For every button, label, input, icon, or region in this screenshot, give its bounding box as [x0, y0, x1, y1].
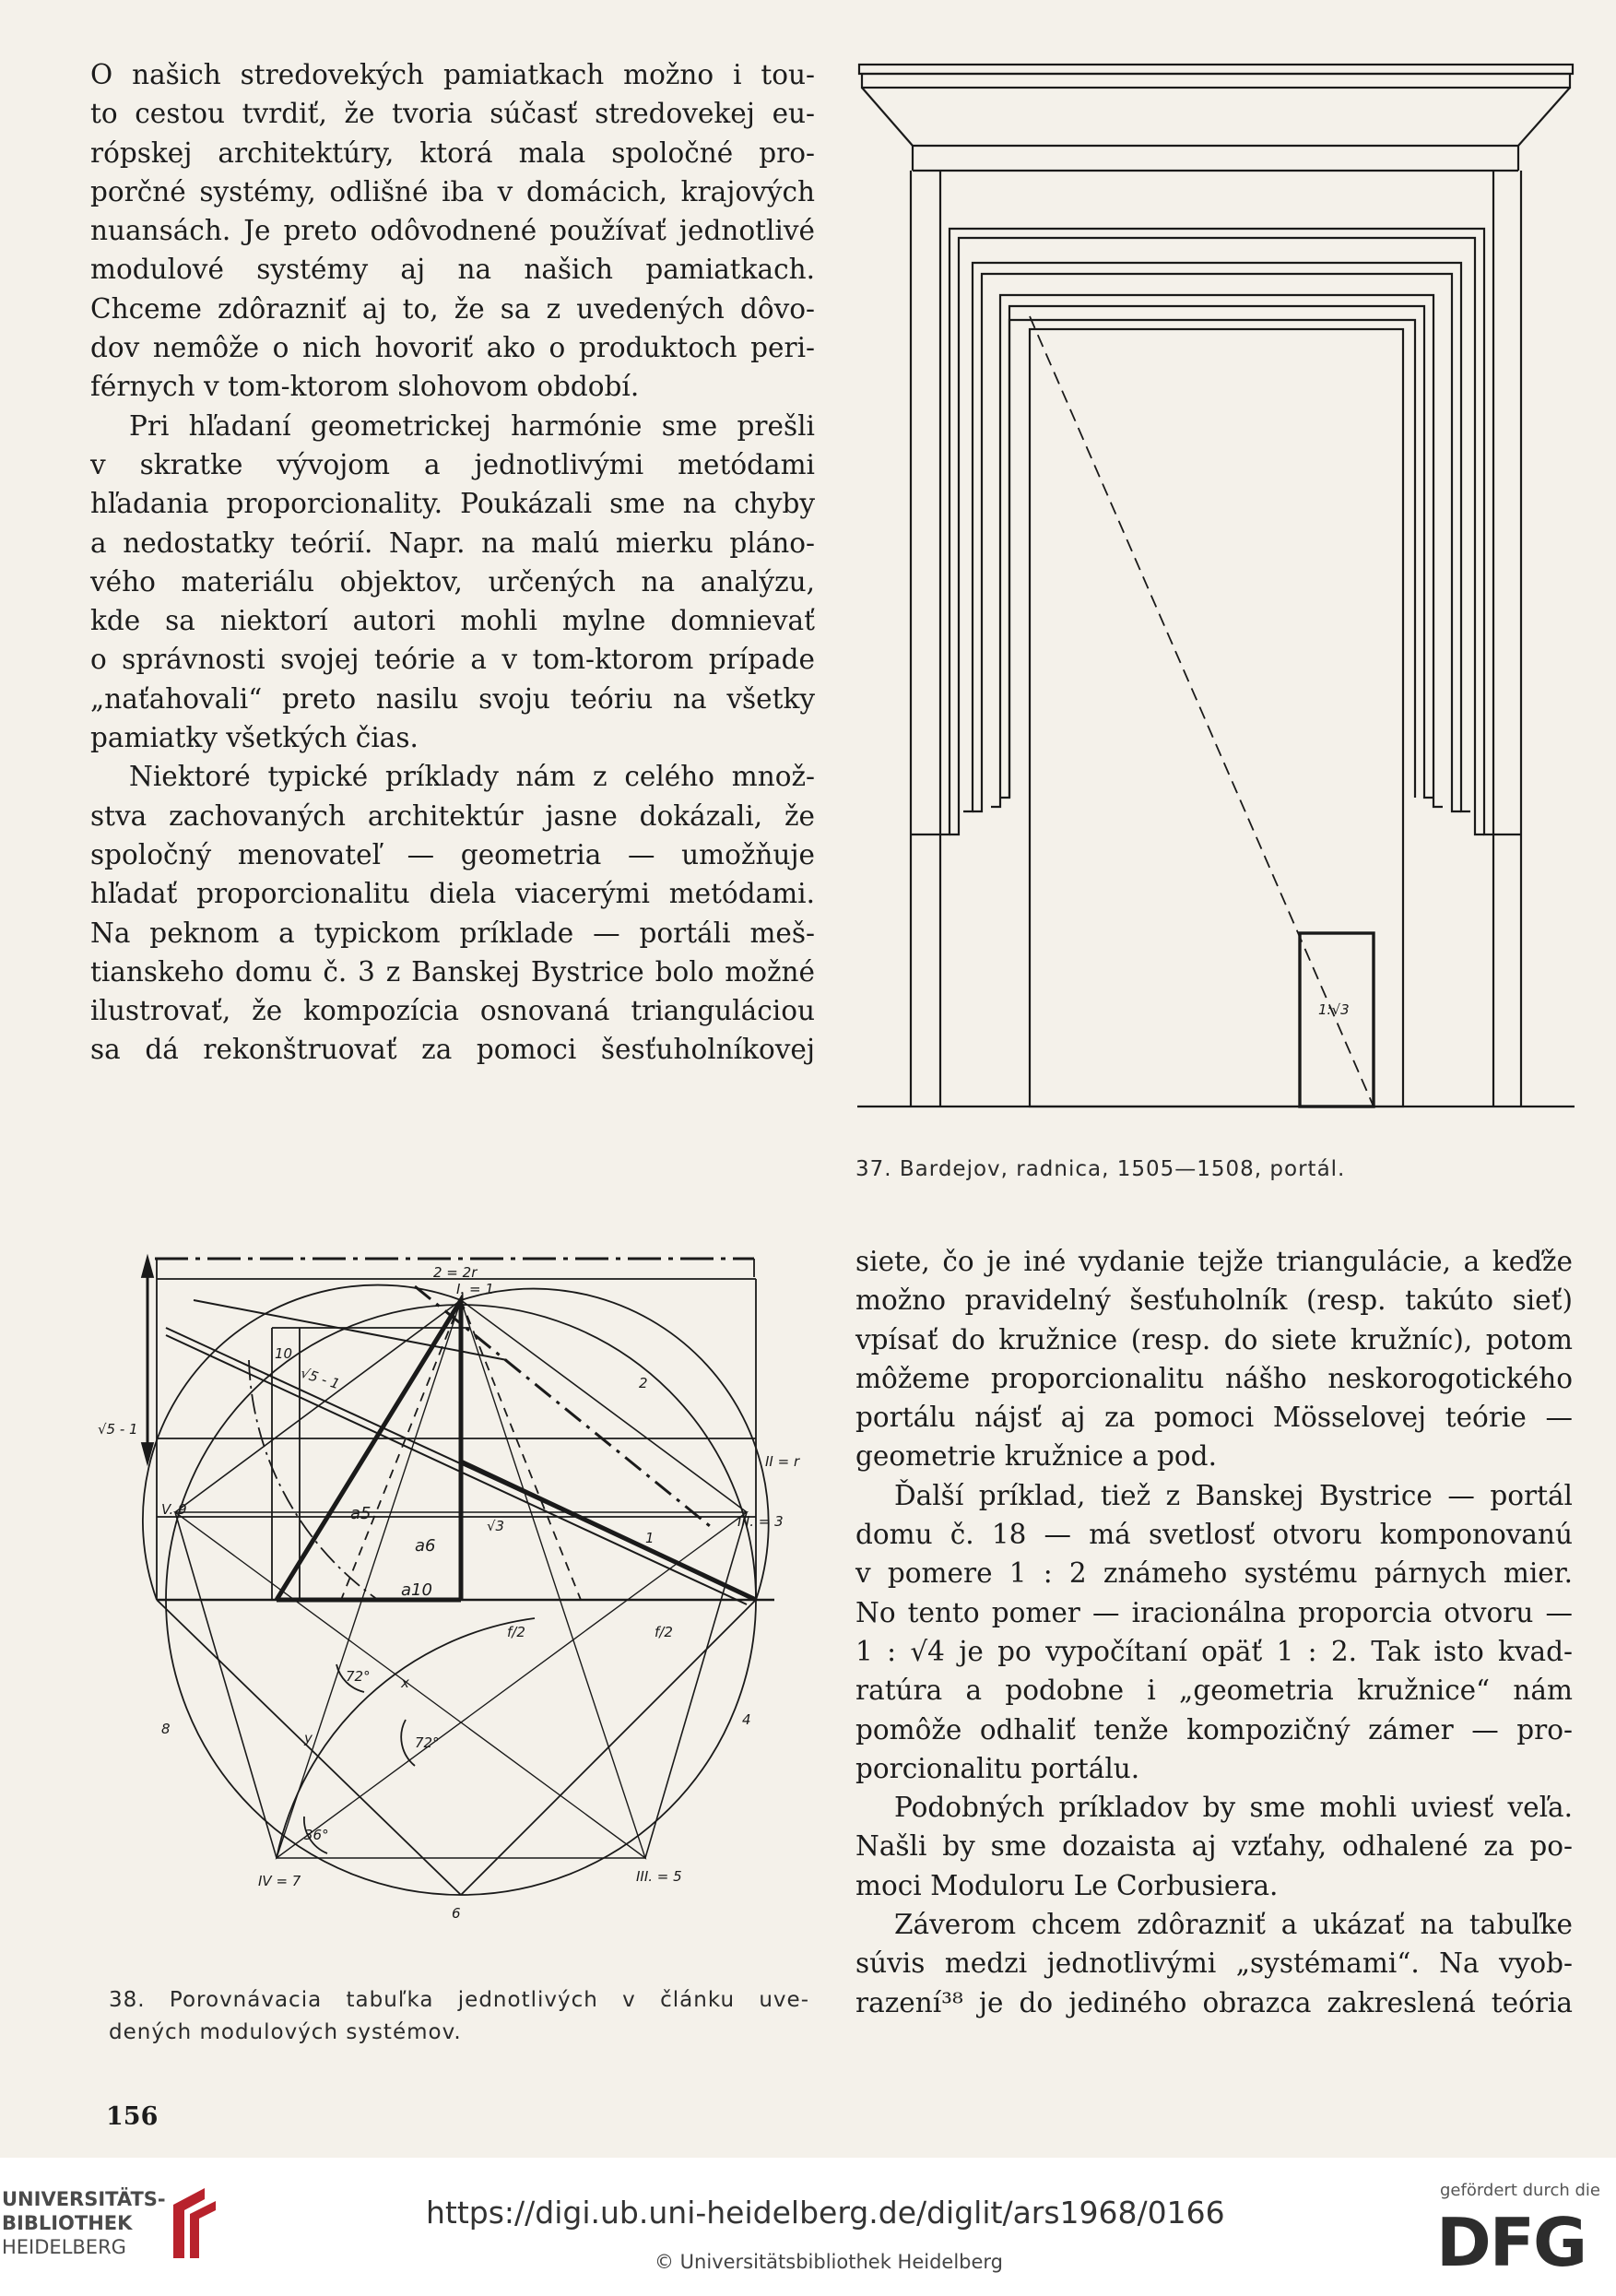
text-line: Chceme zdôrazniť aj to, že sa z uvedených dôvo-	[90, 292, 815, 325]
text-line: No tento pomer — iracionálna proporcia otvoru —	[855, 1596, 1573, 1628]
text-line: Niektoré typické príklady nám z celého množ-	[129, 761, 815, 793]
left-arrowhead	[142, 1257, 153, 1277]
text-line: razení³⁸ je do jediného obrazca zakreslená teória	[855, 1986, 1573, 2018]
text-line: portálu nájsť aj za pomoci Mösselovej teórie —	[855, 1402, 1573, 1434]
paragraph-1	[90, 55, 815, 407]
label-4: 4	[742, 1711, 751, 1728]
label-2-2r: 2 = 2r	[433, 1264, 478, 1281]
text-line: hľadania proporcionality. Poukázali sme na chyby	[90, 488, 815, 520]
label-i-1: I. = 1	[456, 1281, 494, 1297]
text-line: pamiatky všetkých čias.	[90, 722, 419, 754]
text-line: modulové systémy aj na našich pamiatkach.	[90, 254, 815, 286]
text-line: ilustrovať, že kompozícia osnovaná trianguláciou	[90, 995, 815, 1027]
figure-38-module-diagram	[98, 1249, 802, 1959]
label-8: 8	[161, 1721, 171, 1737]
paragraph-3	[90, 757, 815, 1069]
text-line: Záverom chcem zdôrazniť a ukázať na tabuľke	[894, 1909, 1573, 1941]
dfg-logo[interactable]: DFG	[1436, 2204, 1587, 2281]
text-line: rópskej architektúry, ktorá mala spoločné pro-	[90, 136, 815, 169]
text-line: geometrie kružnice a pod.	[855, 1440, 1217, 1473]
label-a5: a5	[350, 1504, 372, 1523]
profile-6	[1000, 306, 1433, 798]
label-iii-5: III. = 5	[636, 1868, 682, 1885]
text-line: siete, čo je iné vydanie tejže triangulácie, a keďže	[855, 1246, 1573, 1277]
angle-mark	[401, 1720, 415, 1766]
label-f2-a: f/2	[507, 1624, 525, 1640]
text-line: „naťahovali“ preto nasilu svoju teóriu na všetky	[90, 682, 815, 715]
profile-7	[1009, 320, 1415, 798]
label-10: 10	[275, 1345, 293, 1362]
label-72-a: 72°	[346, 1668, 371, 1685]
library-emblem-icon	[164, 2186, 223, 2260]
text-line: o správnosti svojej teórie a v tom-ktorom prípade	[90, 644, 815, 676]
text-line: v skratke vývojom a jednotlivými metódami	[90, 448, 815, 480]
text-line: Ďalší príklad, tiež z Banskej Bystrice — portál	[894, 1479, 1573, 1511]
text-line: porčné systémy, odlišné iba v domácich, krajových	[90, 175, 815, 207]
door-opening	[1030, 329, 1403, 1107]
text-line: 1 : √4 je po vypočítaní opäť 1 : 2. Tak isto kvad-	[855, 1635, 1573, 1667]
text-line: v pomere 1 : 2 známeho systému párnych mier.	[855, 1557, 1573, 1590]
cornice-left-slope	[862, 88, 913, 146]
label-right-side: II = r	[765, 1453, 800, 1470]
ratio-label: 1:√3	[1318, 1001, 1350, 1018]
caption-figure-37: 37. Bardejov, radnica, 1505—1508, portál.	[855, 1157, 1346, 1181]
label-a10: a10	[401, 1580, 432, 1600]
diagonal-dashed	[1030, 316, 1374, 1107]
figure-37-portal-drawing	[857, 55, 1576, 1116]
construction-line	[461, 1600, 756, 1895]
text-line: spoločný menovateľ — geometria — umožňuje	[90, 838, 815, 870]
text-line: možno pravidelný šesťuholník (resp. takúto sieť)	[855, 1284, 1573, 1317]
text-line: Pri hľadaní geometrickej harmónie sme prešli	[129, 409, 815, 442]
library-name-line-2: BIBLIOTHEK	[2, 2212, 133, 2234]
double-arrow-line	[166, 1335, 747, 1604]
label-left-side: √5 - 1	[98, 1421, 138, 1438]
library-name-line-3: HEIDELBERG	[2, 2236, 126, 2258]
text-line: moci Moduloru Le Corbusiera.	[855, 1869, 1279, 1901]
text-line: nuansách. Je preto odôvodnené používať jednotlivé	[90, 215, 815, 247]
label-y: y	[304, 1730, 313, 1746]
text-line: Podobných príkladov by sme mohli uviesť veľa.	[894, 1792, 1573, 1824]
page-number: 156	[106, 2102, 159, 2131]
cornice-right-slope	[1518, 88, 1570, 146]
text-line: ratúra a podobne i „geometria kružnice“ nám	[855, 1675, 1573, 1707]
paragraph-4	[855, 1242, 1573, 1476]
label-2: 2	[639, 1375, 648, 1391]
text-line: dov nemôže o nich hovoriť ako o produktoch peri-	[90, 332, 815, 364]
text-line: tianskeho domu č. 3 z Banskej Bystrice bolo možné	[90, 955, 815, 988]
text-line: vého materiálu objektov, určených na analýzu,	[90, 565, 815, 598]
label-iv-7: IV = 7	[258, 1873, 301, 1889]
cornice-band	[862, 74, 1570, 88]
text-line: pomôže odhaliť tenže kompozičný zámer — pro-	[855, 1713, 1573, 1746]
text-line: Na peknom a typickom príklade — portáli meš-	[90, 917, 815, 949]
library-name-line-1: UNIVERSITÄTS-	[2, 2188, 166, 2210]
paragraph-7	[855, 1905, 1573, 2022]
right-text-column	[855, 1242, 1573, 2022]
text-line: stva zachovaných architektúr jasne dokázali, že	[90, 799, 815, 832]
label-36: 36°	[304, 1827, 329, 1843]
text-line: to cestou tvrdiť, že tvoria súčasť stredovekej eu-	[90, 98, 815, 130]
construction-arc	[277, 1618, 535, 1858]
paragraph-5	[855, 1476, 1573, 1788]
text-line: domu č. 18 — má svetlosť otvoru komponovanú	[855, 1519, 1573, 1551]
label-6: 6	[452, 1905, 461, 1922]
label-1: 1	[645, 1530, 655, 1546]
caption-line: dených modulových systémov.	[109, 2020, 462, 2044]
caption-line: 38. Porovnávacia tabuľka jednotlivých v článku uve-	[109, 1988, 809, 2012]
copyright-notice: © Universitätsbibliothek Heidelberg	[655, 2251, 1004, 2273]
text-line: kde sa niektorí autori mohli mylne domnievať	[90, 605, 815, 637]
label-v-9: V. 9	[161, 1501, 187, 1518]
label-x: x	[401, 1675, 409, 1691]
text-line: Našli by sme dozaista aj vzťahy, odhalené za po-	[855, 1830, 1573, 1863]
label-a6: a6	[415, 1536, 436, 1556]
caption-figure-38	[109, 1984, 809, 2049]
text-line: hľadať proporcionalitu diela viacerými metódami.	[90, 878, 815, 910]
label-sqrt3: √3	[487, 1518, 505, 1534]
label-iii-3: III. = 3	[737, 1513, 784, 1530]
text-line: vpísať do kružnice (resp. do siete kružníc), potom	[855, 1323, 1573, 1355]
label-72-b: 72°	[415, 1734, 440, 1751]
left-text-column	[90, 55, 815, 1070]
text-line: sa dá rekonštruovať za pomoci šesťuholníkovej	[90, 1034, 815, 1066]
text-line: O našich stredovekých pamiatkach možno i tou-	[90, 59, 815, 90]
label-sqrt5-1-diag: √5 - 1	[298, 1364, 342, 1393]
document-url-link[interactable]: https://digi.ub.uni-heidelberg.de/diglit/ars1968/0166	[426, 2195, 1225, 2231]
paragraph-2	[90, 407, 815, 758]
cornice-top	[859, 65, 1573, 74]
profile-3	[963, 263, 1470, 811]
profile-5	[991, 295, 1443, 807]
right-arc	[461, 1289, 769, 1600]
text-line: porcionalitu portálu.	[855, 1752, 1140, 1784]
text-line: súvis medzi jednotlivými „systémami“. Na vyob-	[855, 1947, 1573, 1980]
label-f2-b: f/2	[655, 1624, 673, 1640]
text-line: môžeme proporcionalitu nášho neskorogotického	[855, 1362, 1573, 1394]
text-line: férnych v tom-ktorom slohovom období.	[90, 371, 640, 403]
funding-note: gefördert durch die	[1440, 2181, 1600, 2200]
paragraph-6	[855, 1788, 1573, 1905]
text-line: a nedostatky teórií. Napr. na malú mierku pláno-	[90, 527, 815, 559]
